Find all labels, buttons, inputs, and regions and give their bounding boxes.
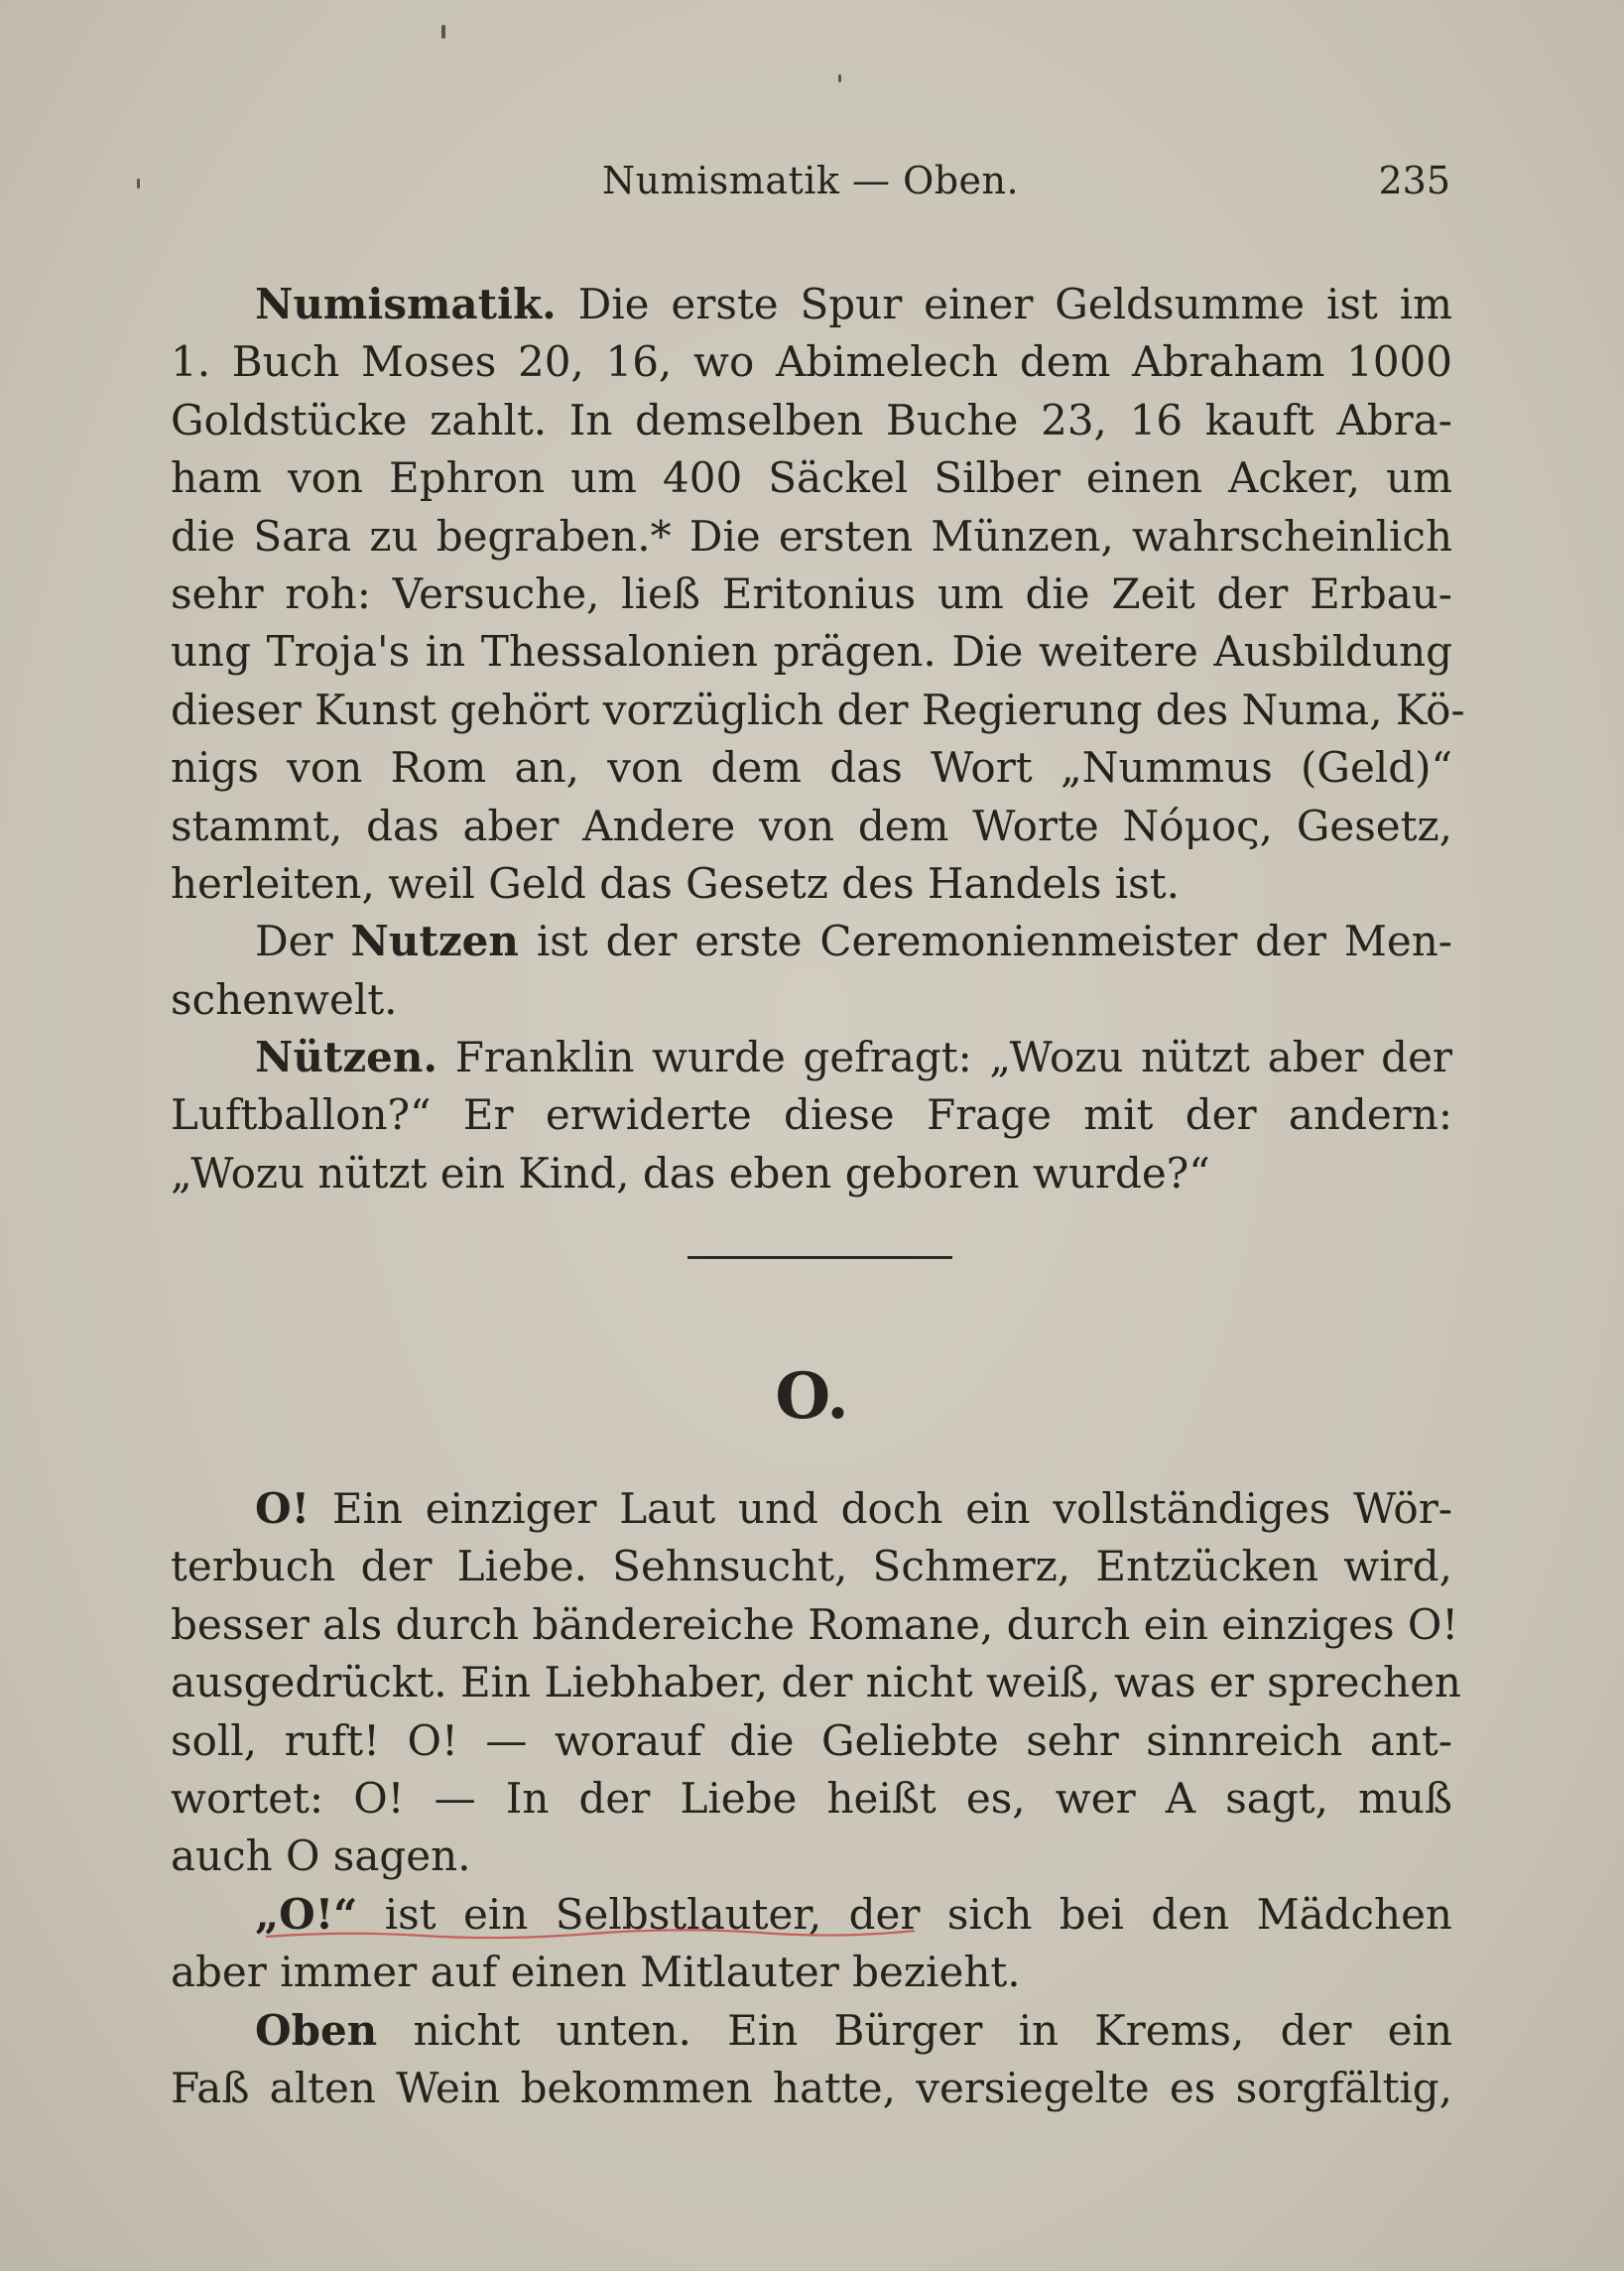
text-line (171, 1596, 1459, 1654)
paper-speck (441, 25, 445, 39)
text-line (171, 913, 1452, 970)
entry-headword: O! (255, 1484, 311, 1533)
paper-speck (137, 179, 140, 189)
text-run: ausgedrückt. Ein Liebhaber, der nicht weiß, was er sprechen (171, 1658, 1461, 1707)
text-run: ung Troja's in Thessalonien prägen. Die weitere Ausbildung (171, 627, 1452, 677)
text-run: Der (255, 917, 351, 966)
text-line (171, 333, 1452, 391)
text-run: Goldstücke zahlt. In demselben Buche 23, 16 kauft Abra- (171, 395, 1452, 444)
text-line (171, 1086, 1452, 1144)
text-line (171, 2060, 1452, 2117)
section-divider (687, 1256, 952, 1259)
text-line (171, 1029, 1452, 1086)
entry-headword: „O!“ (255, 1889, 358, 1939)
text-line (171, 971, 1452, 1029)
text-run: auch O sagen. (171, 1831, 471, 1881)
text-line (171, 1654, 1461, 1711)
running-head-title: Numismatik — Oben. (601, 159, 1020, 202)
text-run: 1. Buch Moses 20, 16, wo Abimelech dem Abraham 1000 (171, 337, 1452, 387)
entry-block-o-oben (171, 1480, 1461, 2117)
text-run: stammt, das aber Andere von dem Worte Νόμος, Gesetz, (171, 801, 1452, 850)
text-line (171, 1538, 1452, 1595)
text-run: besser als durch bändereiche Romane, durch ein einziges O! (171, 1599, 1459, 1649)
text-line (171, 1770, 1452, 1828)
text-run: wortet: O! — In der Liebe heißt es, wer A sagt, muß (171, 1773, 1452, 1823)
text-line (171, 449, 1452, 507)
text-line (171, 623, 1452, 681)
text-run: Ein einziger Laut und doch ein vollständiges Wör- (310, 1484, 1452, 1533)
text-line (171, 1828, 1452, 1885)
text-line (171, 276, 1452, 333)
text-run: die Sara zu begraben.* Die ersten Münzen, wahrscheinlich (171, 511, 1452, 561)
text-run: terbuch der Liebe. Sehnsucht, Schmerz, Entzücken wird, (171, 1542, 1452, 1591)
text-line (171, 2002, 1452, 2060)
text-run: nicht unten. Ein Bürger in Krems, der ein (377, 2005, 1452, 2055)
entry-block-numismatik-nutzen (171, 276, 1465, 1202)
text-run: sehr roh: Versuche, ließ Eritonius um die Zeit der Erbau- (171, 568, 1452, 618)
text-run: nigs von Rom an, von dem das Wort „Nummus (Geld)“ (171, 743, 1452, 793)
page-number: 235 (1378, 159, 1450, 202)
text-line (171, 1712, 1452, 1770)
section-heading: O. (775, 1359, 849, 1434)
text-run: herleiten, weil Geld das Gesetz des Handels ist. (171, 858, 1180, 908)
text-run: dieser Kunst gehört vorzüglich der Regierung des Numa, Kö- (171, 685, 1465, 734)
text-run: ist ein Selbstlauter, der sich bei den Mädchen (357, 1889, 1452, 1939)
text-run: soll, ruft! O! — worauf die Geliebte sehr sinnreich ant- (171, 1715, 1452, 1765)
text-line (171, 798, 1452, 855)
text-line (171, 392, 1452, 449)
text-line (171, 682, 1465, 739)
text-run: aber immer auf einen Mitlauter bezieht. (171, 1948, 1021, 1997)
text-run: Franklin wurde gefragt: „Wozu nützt aber der (437, 1033, 1452, 1082)
red-pen-underline (264, 1923, 919, 1945)
text-line (171, 1944, 1452, 2001)
text-run: Faß alten Wein bekommen hatte, versiegelte es sorgfältig, (171, 2063, 1452, 2112)
text-run: Luftballon?“ Er erwiderte diese Frage mit der andern: (171, 1090, 1452, 1140)
entry-headword: Nützen. (255, 1033, 438, 1082)
text-run: schenwelt. (171, 974, 398, 1024)
text-run: ist der erste Ceremonienmeister der Men- (518, 917, 1452, 966)
text-line (171, 566, 1452, 623)
text-run: Die erste Spur einer Geldsumme ist im (556, 280, 1452, 328)
text-line (171, 1145, 1452, 1202)
text-run: ham von Ephron um 400 Säckel Silber einen Acker, um (171, 453, 1452, 503)
entry-headword: Oben (255, 2005, 378, 2055)
paper-speck (838, 74, 841, 82)
entry-headword: Numismatik. (255, 280, 557, 328)
text-line (171, 1480, 1452, 1538)
text-line (171, 508, 1452, 566)
entry-headword: Nutzen (350, 917, 519, 966)
text-line (171, 855, 1452, 913)
text-line (171, 739, 1452, 797)
running-head (171, 159, 1450, 214)
text-run: „Wozu nützt ein Kind, das eben geboren wurde?“ (171, 1148, 1210, 1198)
